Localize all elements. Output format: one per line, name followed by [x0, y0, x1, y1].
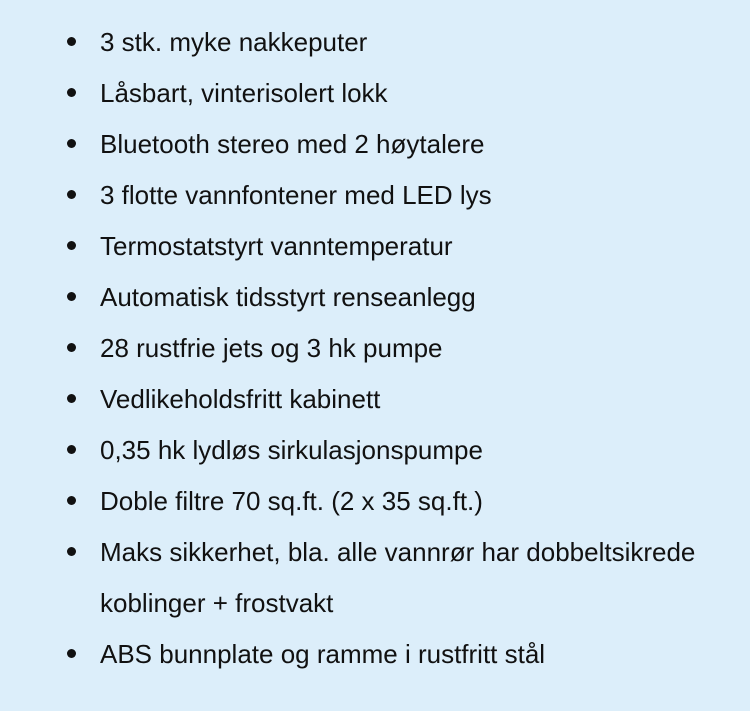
- bullet-icon: [67, 547, 76, 556]
- list-item: [0, 374, 750, 425]
- bullet-icon: [67, 190, 76, 199]
- bullet-icon: [67, 496, 76, 505]
- bullet-icon: [67, 343, 76, 352]
- list-item-text: Doble filtre 70 sq.ft. (2 x 35 sq.ft.): [100, 486, 483, 516]
- list-item: [0, 476, 750, 527]
- list-item-text: 28 rustfrie jets og 3 hk pumpe: [100, 333, 443, 363]
- list-item: [0, 272, 750, 323]
- list-item: [0, 221, 750, 272]
- bullet-icon: [67, 445, 76, 454]
- list-item-text: 3 flotte vannfontener med LED lys: [100, 180, 492, 210]
- list-item: [0, 425, 750, 476]
- bullet-icon: [67, 37, 76, 46]
- list-item-text: ABS bunnplate og ramme i rustfritt stål: [100, 639, 546, 669]
- bullet-icon: [67, 241, 76, 250]
- list-item-text: Maks sikkerhet, bla. alle vannrør har dobbeltsikrede koblinger + frostvakt: [100, 537, 696, 618]
- list-item-text: Låsbart, vinterisolert lokk: [100, 78, 388, 108]
- bullet-icon: [67, 394, 76, 403]
- list-item: [0, 17, 750, 68]
- list-item-text: 3 stk. myke nakkeputer: [100, 27, 368, 57]
- bullet-icon: [67, 139, 76, 148]
- list-item-text: Termostatstyrt vanntemperatur: [100, 231, 453, 261]
- list-item-text: Automatisk tidsstyrt renseanlegg: [100, 282, 476, 312]
- list-item: [0, 68, 750, 119]
- list-item: [0, 170, 750, 221]
- list-item-text: 0,35 hk lydløs sirkulasjonspumpe: [100, 435, 483, 465]
- bullet-icon: [67, 88, 76, 97]
- feature-list: [0, 17, 750, 680]
- list-item: [0, 527, 750, 629]
- list-item-text: Bluetooth stereo med 2 høytalere: [100, 129, 485, 159]
- list-item: [0, 119, 750, 170]
- list-item-text: Vedlikeholdsfritt kabinett: [100, 384, 381, 414]
- bullet-icon: [67, 292, 76, 301]
- list-item: [0, 629, 750, 680]
- bullet-icon: [67, 649, 76, 658]
- list-item: [0, 323, 750, 374]
